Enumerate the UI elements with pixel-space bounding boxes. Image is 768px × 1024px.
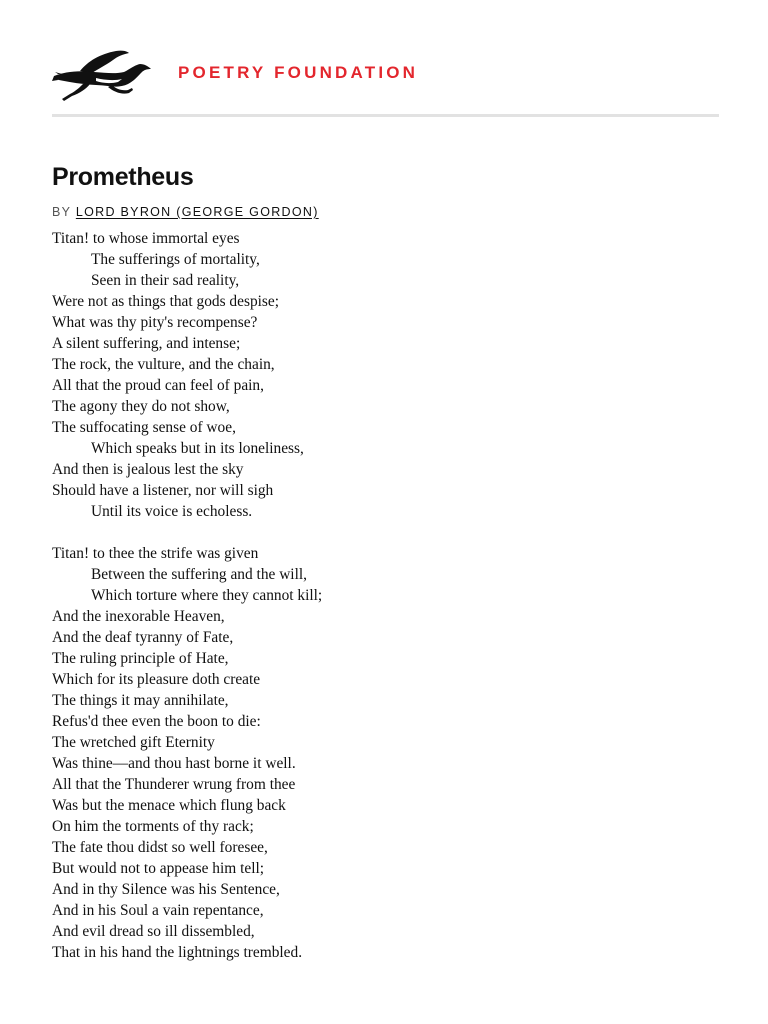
poem-line: A silent suffering, and intense;	[52, 335, 241, 352]
poem-line: And evil dread so ill dissembled,	[52, 923, 255, 940]
stanza-break	[52, 522, 712, 543]
poem-line: Which for its pleasure doth create	[52, 671, 261, 688]
poem-line: Seen in their sad reality,	[91, 272, 240, 289]
poem-line: And the inexorable Heaven,	[52, 608, 225, 625]
byline	[52, 205, 319, 219]
poem-line: And in his Soul a vain repentance,	[52, 902, 264, 919]
poem-line: Until its voice is echoless.	[91, 503, 253, 520]
poem-line: Which speaks but in its loneliness,	[91, 440, 304, 457]
poem-line: And then is jealous lest the sky	[52, 461, 244, 478]
poem-line: The agony they do not show,	[52, 398, 230, 415]
poem-line: Between the suffering and the will,	[91, 566, 307, 583]
poem-line: On him the torments of thy rack;	[52, 818, 254, 835]
poem-line: The suffocating sense of woe,	[52, 419, 236, 436]
byline-prefix: BY	[52, 205, 72, 219]
poem-line: The sufferings of mortality,	[91, 251, 260, 268]
poem-line: What was thy pity's recompense?	[52, 314, 258, 331]
poem-line: Were not as things that gods despise;	[52, 293, 280, 310]
poem-line: All that the proud can feel of pain,	[52, 377, 264, 394]
poem-line: The fate thou didst so well foresee,	[52, 839, 268, 856]
poem-line: The ruling principle of Hate,	[52, 650, 229, 667]
poem-line: The rock, the vulture, and the chain,	[52, 356, 275, 373]
poem-line: Which torture where they cannot kill;	[91, 587, 323, 604]
poem-line: Was thine—and thou hast borne it well.	[52, 755, 296, 772]
poem-line: All that the Thunderer wrung from thee	[52, 776, 296, 793]
poem-line: Titan! to whose immortal eyes	[52, 230, 240, 247]
brand-name[interactable]: POETRY FOUNDATION	[178, 63, 419, 82]
header-divider	[52, 114, 719, 117]
poem-line: Refus'd thee even the boon to die:	[52, 713, 261, 730]
site-header	[52, 40, 719, 110]
author-link[interactable]: LORD BYRON (GEORGE GORDON)	[75, 205, 319, 219]
poem-line: The things it may annihilate,	[52, 692, 229, 709]
poem-line: But would not to appease him tell;	[52, 860, 265, 877]
poem-line: That in his hand the lightnings trembled.	[52, 944, 303, 961]
poem-line: Should have a listener, nor will sigh	[52, 482, 274, 499]
poem-line: Titan! to thee the strife was given	[52, 545, 259, 562]
poem-line: Was but the menace which flung back	[52, 797, 286, 814]
poem-title: Prometheus	[52, 163, 194, 191]
poem-line: The wretched gift Eternity	[52, 734, 215, 751]
poem-line: And in thy Silence was his Sentence,	[52, 881, 280, 898]
poem-body	[52, 228, 712, 963]
pegasus-icon[interactable]	[52, 45, 152, 103]
poem-line: And the deaf tyranny of Fate,	[52, 629, 234, 646]
